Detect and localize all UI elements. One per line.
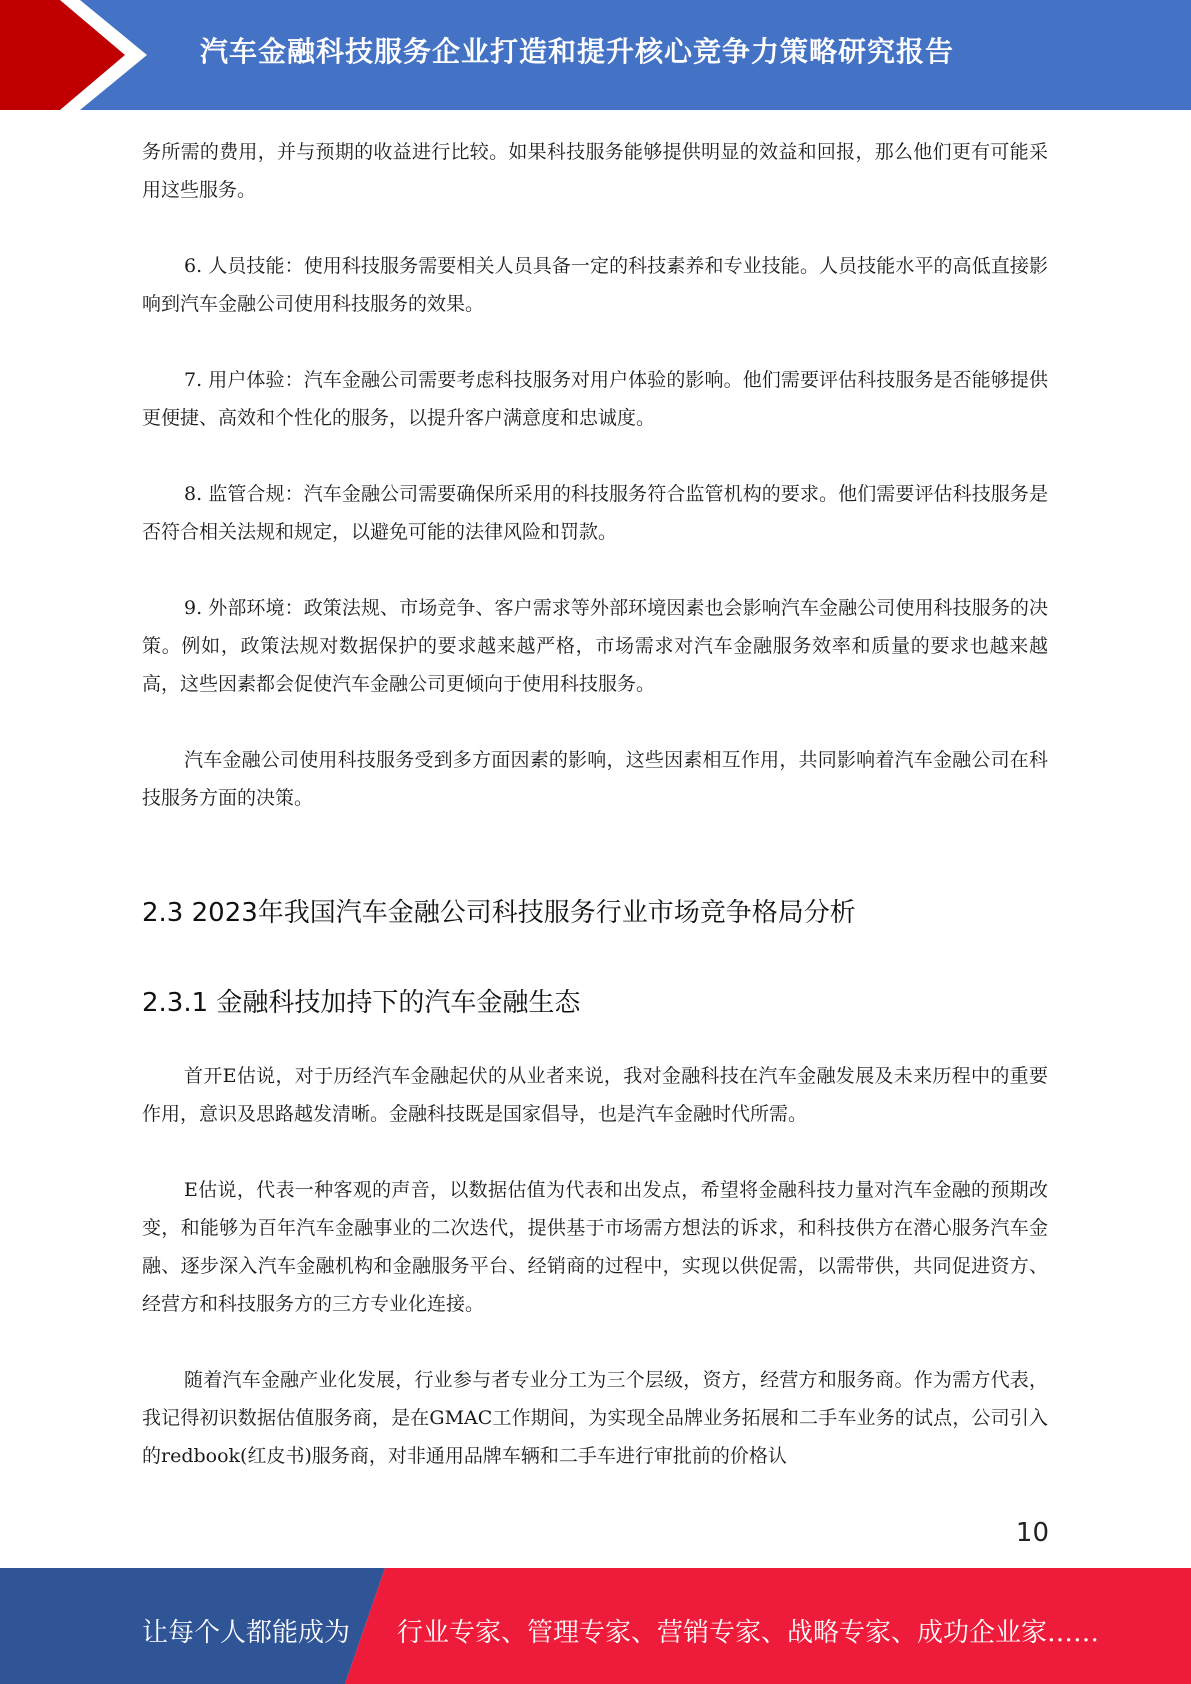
subsection-heading: 2.3.1 金融科技加持下的汽车金融生态 (142, 988, 581, 1018)
paragraph-egushuo-mission: E估说，代表一种客观的声音，以数据估值为代表和出发点，希望将金融科技力量对汽车金融的预期改变，和能够为百年汽车金融事业的二次迭代，提供基于市场需方想法的诉求，和科技供方在潜心服务汽车金融、逐步深入汽车金融机构和金融服务平台、经销商的过程中，实现以供促需，以需带供，共同促进资方、经营方和科技服务方的三方专业化连接。 (142, 1179, 1048, 1315)
footer-slogan-left: 让每个人都能成为 (142, 1618, 351, 1648)
paragraph-user-experience: 7. 用户体验：汽车金融公司需要考虑科技服务对用户体验的影响。他们需要评估科技服务是否能够提供更便捷、高效和个性化的服务，以提升客户满意度和忠诚度。 (142, 369, 1048, 429)
paragraph-staff-skills: 6. 人员技能：使用科技服务需要相关人员具备一定的科技素养和专业技能。人员技能水平的高低直接影响到汽车金融公司使用科技服务的效果。 (142, 255, 1048, 315)
paragraph-compliance: 8. 监管合规：汽车金融公司需要确保所采用的科技服务符合监管机构的要求。他们需要评估科技服务是否符合相关法规和规定，以避免可能的法律风险和罚款。 (142, 483, 1048, 543)
paragraph-cost-benefit: 务所需的费用，并与预期的收益进行比较。如果科技服务能够提供明显的效益和回报，那么他们更有可能采用这些服务。 (142, 141, 1048, 201)
document-body (142, 133, 1048, 1475)
header-arrow-decoration (0, 0, 160, 110)
paragraph-industry-layers: 随着汽车金融产业化发展，行业参与者专业分工为三个层级，资方，经营方和服务商。作为需方代表，我记得初识数据估值服务商，是在GMAC工作期间，为实现全品牌业务拓展和二手车业务的试点，公司引入的redbook(红皮书)服务商，对非通用品牌车辆和二手车进行审批前的价格认 (142, 1369, 1048, 1467)
report-title: 汽车金融科技服务企业打造和提升核心竞争力策略研究报告 (200, 35, 955, 68)
footer-slogan-right: 行业专家、管理专家、营销专家、战略专家、成功企业家…… (397, 1618, 1100, 1648)
page-number: 10 (1015, 1518, 1049, 1548)
page-header (0, 0, 1191, 110)
section-heading: 2.3 2023年我国汽车金融公司科技服务行业市场竞争格局分析 (142, 898, 856, 928)
paragraph-egushuo-intro: 首开E估说，对于历经汽车金融起伏的从业者来说，我对金融科技在汽车金融发展及未来历程中的重要作用，意识及思路越发清晰。金融科技既是国家倡导，也是汽车金融时代所需。 (142, 1065, 1048, 1125)
paragraph-summary: 汽车金融公司使用科技服务受到多方面因素的影响，这些因素相互作用，共同影响着汽车金融公司在科技服务方面的决策。 (142, 749, 1048, 809)
paragraph-external-environment: 9. 外部环境：政策法规、市场竞争、客户需求等外部环境因素也会影响汽车金融公司使用科技服务的决策。例如，政策法规对数据保护的要求越来越严格，市场需求对汽车金融服务效率和质量的要求也越来越高，这些因素都会促使汽车金融公司更倾向于使用科技服务。 (142, 597, 1048, 695)
